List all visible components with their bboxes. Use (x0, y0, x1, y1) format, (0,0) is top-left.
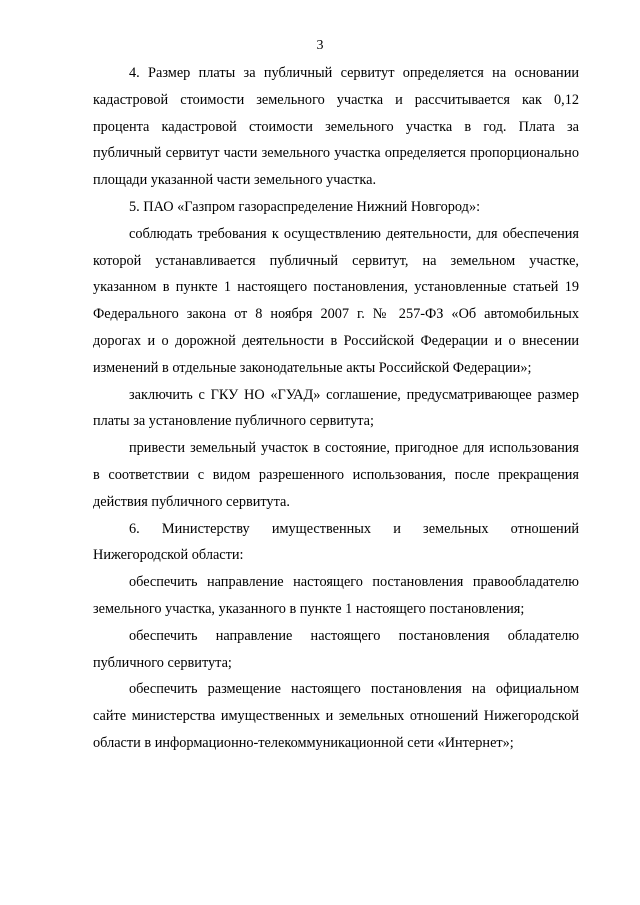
paragraph-item-6-heading: 6. Министерству имущественных и земельных отношений Нижегородской области: (93, 520, 579, 564)
paragraph-send-to-owner: обеспечить направление настоящего постановления правообладателю земельного участка, указанного в пункте 1 настоящего постановления; (93, 574, 579, 617)
paragraph-fee-calculation: 4. Размер платы за публичный сервитут определяется на основании кадастровой стоимости земельного участка и рассчитывается как 0,12 процента кадастровой стоимости земельного участка в год. Плата за публичный сервитут части земельного участка определяется пропорционально площади указанной части земельного участка. (93, 65, 579, 189)
paragraph-send-to-holder: обеспечить направление настоящего постановления обладателю публичного сервитута; (93, 627, 579, 671)
paragraph-comply-requirements: соблюдать требования к осуществлению деятельности, для обеспечения которой устанавливается публичный сервитут, на земельном участке, указанном в пункте 1 настоящего постановления, установленные статьей 19 Федерального закона от 8 ноября 2007 г. № 257-ФЗ «Об автомобильных дорогах и о дорожной деятельности в Российской Федерации и о внесении изменений в отдельные законодательные акты Российской Федерации»; (93, 225, 579, 376)
paragraph-item-5-heading: 5. ПАО «Газпром газораспределение Нижний Новгород»: (129, 198, 481, 215)
paragraph-publish-online: обеспечить размещение настоящего постановления на официальном сайте министерства имущественных и земельных отношений Нижегородской области в информационно-телекоммуникационной сети «Интернет»; (93, 681, 579, 751)
page-number: 3 (316, 38, 324, 53)
document-body (93, 60, 579, 757)
paragraph-conclude-agreement: заключить с ГКУ НО «ГУАД» соглашение, предусматривающее размер платы за установление публичного сервитута; (93, 386, 579, 430)
paragraph-restore-land: привести земельный участок в состояние, пригодное для использования в соответствии с видом разрешенного использования, после прекращения действия публичного сервитута. (93, 440, 579, 510)
